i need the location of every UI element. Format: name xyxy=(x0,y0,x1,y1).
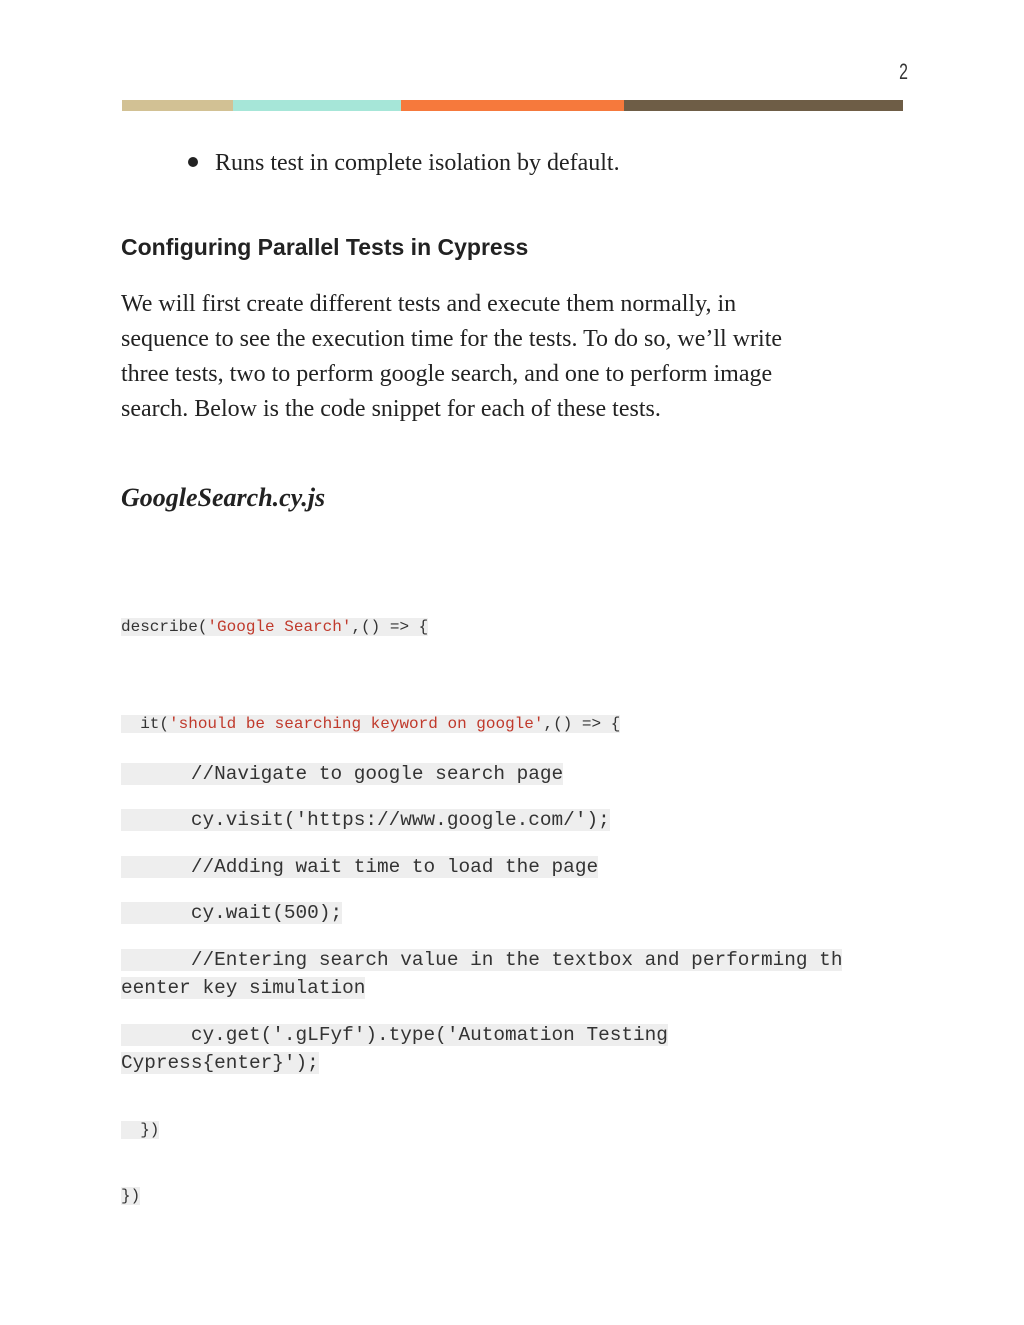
color-bar-segment-4 xyxy=(624,100,903,111)
page-number: 2 xyxy=(899,59,908,84)
code-text: }) xyxy=(121,1187,141,1205)
code-line xyxy=(121,1049,319,1077)
bullet-dot-icon xyxy=(188,157,198,167)
color-bar-segment-3 xyxy=(401,100,624,111)
paragraph-line: sequence to see the execution time for the tests. To do so, we’ll write xyxy=(121,326,783,352)
code-text: //Navigate to google search page xyxy=(121,763,564,785)
color-bar-segment-1 xyxy=(122,100,233,111)
code-line xyxy=(121,760,563,788)
code-line xyxy=(121,853,598,881)
code-token: it( xyxy=(121,715,170,733)
code-line xyxy=(121,974,365,1002)
section-heading: Configuring Parallel Tests in Cypress xyxy=(121,234,529,260)
code-line-it xyxy=(121,713,620,735)
code-line-describe xyxy=(121,616,428,638)
code-text: //Adding wait time to load the page xyxy=(121,856,599,878)
code-string: 'should be searching keyword on google' xyxy=(169,715,544,733)
code-line xyxy=(121,899,342,927)
code-string: 'Google Search' xyxy=(207,618,352,636)
code-text: cy.get('.gLFyf').type('Automation Testing xyxy=(121,1024,668,1046)
code-line-close-outer xyxy=(121,1185,140,1207)
code-text: //Entering search value in the textbox and performing th xyxy=(121,949,843,971)
code-text: cy.visit('https://www.google.com/'); xyxy=(121,809,610,831)
code-text: Cypress{enter}'); xyxy=(121,1052,319,1074)
body-paragraph xyxy=(121,287,891,427)
code-text: }) xyxy=(121,1121,160,1139)
paragraph-line: search. Below is the code snippet for each of these tests. xyxy=(121,396,661,422)
color-bar-segment-2 xyxy=(233,100,401,111)
code-line xyxy=(121,1021,668,1049)
code-line xyxy=(121,806,610,834)
code-file-title: GoogleSearch.cy.js xyxy=(121,483,326,512)
paragraph-line: three tests, two to perform google search, and one to perform image xyxy=(121,361,773,387)
code-line-close-inner xyxy=(121,1119,159,1141)
decorative-color-bar xyxy=(122,100,903,111)
code-token: ,() => { xyxy=(543,715,621,733)
code-text: cy.wait(500); xyxy=(121,902,343,924)
code-text: eenter key simulation xyxy=(121,977,366,999)
code-token: describe( xyxy=(121,618,208,636)
bullet-list-item xyxy=(188,147,620,179)
code-token: ,() => { xyxy=(351,618,429,636)
paragraph-line: We will first create different tests and execute them normally, in xyxy=(121,291,737,317)
code-line xyxy=(121,946,842,974)
bullet-text: Runs test in complete isolation by default. xyxy=(215,150,620,176)
